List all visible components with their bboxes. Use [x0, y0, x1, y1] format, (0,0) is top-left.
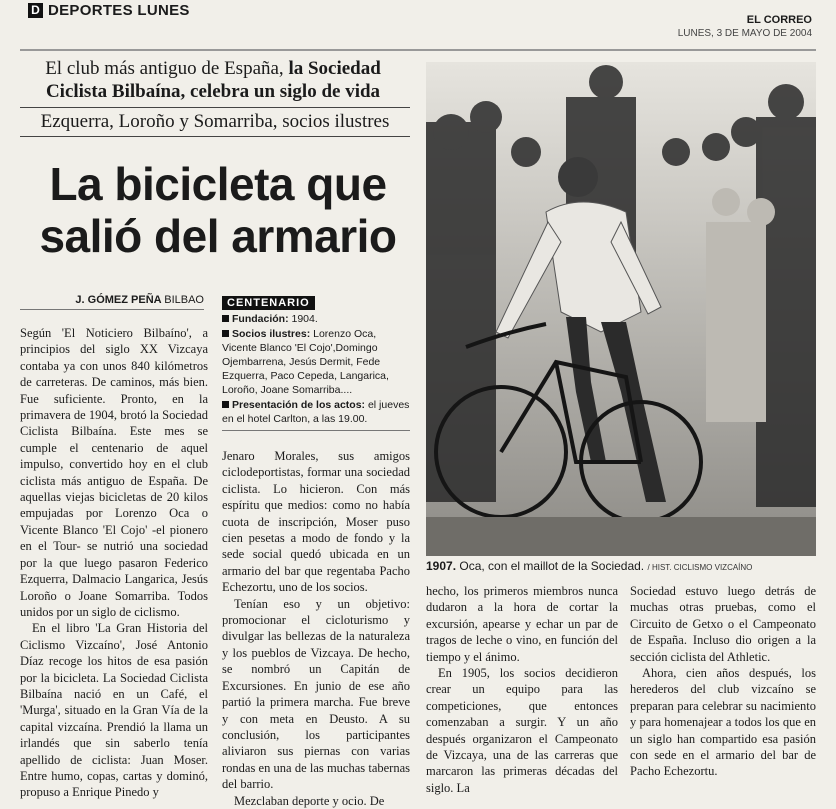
photo-caption [426, 559, 816, 573]
fact-text: Lorenzo Oca, Vicente Blanco 'El Cojo',Domingo Ojembarrena, Jesús Dermit, Fede Ezquerra, Paco Cepeda, Langarica, Loroño, Joane Somarriba.... [222, 328, 389, 396]
byline-author: J. GÓMEZ PEÑA [75, 294, 162, 306]
kicker-lead: El club más antiguo de España, [45, 58, 284, 79]
byline-city: BILBAO [164, 294, 204, 306]
kicker-bold: la Sociedad Ciclista Bilbaína, celebra un siglo de vida [45, 58, 381, 102]
fact-item [222, 327, 410, 397]
fact-box [222, 293, 410, 431]
fact-item [222, 398, 410, 426]
fact-text: 1904. [291, 313, 318, 325]
caption-text: Oca, con el maillot de la Sociedad. [459, 559, 645, 573]
headline [18, 158, 418, 262]
article-column-2 [222, 448, 410, 808]
subheadline: Ezquerra, Loroño y Somarriba, socios ilustres [40, 111, 390, 132]
bullet-square-icon [222, 401, 229, 408]
paragraph: Ahora, cien años después, los herederos del club vizcaíno se preparan para celebrar su nacimiento y para homenajear a todos los que en un siglo han compartido esa pasión con sede en el armario del bar de Pacho Echezortu. [630, 666, 816, 779]
rule [20, 107, 410, 108]
cyclist-photo-illustration [426, 62, 816, 556]
paragraph: Mezclaban deporte y ocio. De [234, 793, 385, 808]
fact-label: Fundación: [232, 313, 289, 325]
paragraph: Tenían eso y un objetivo: promocionar el cicloturismo y divulgar las bellezas de la naturaleza y los pueblos de Vizcaya. De hecho, se nombró un Capitán de Excursiones. En junio de ese año partió la primera marcha. Fue breve y con meta en Deusto. A su conclusión, los participantes aliviaron sus piernas con varias rondas en una de las muchas tabernas del barrio. [222, 596, 410, 792]
publication-date: LUNES, 3 DE MAYO DE 2004 [677, 28, 812, 39]
article-column-1 [20, 325, 208, 800]
paragraph: hecho, los primeros miembros nunca dudaron a la hora de cortar la excursión, apearse y echar un par de tragos de leche o vino, en función del tiempo y el ánimo. [426, 584, 618, 664]
photo-credit: / HIST. CICLISMO VIZCAÍNO [647, 563, 753, 572]
section-badge: D [28, 3, 43, 18]
paragraph: En 1905, los socios decidieron crear un equipo para las competiciones, que entonces comenzaban a surgir. Y un año después organizaron el Campeonato de Vizcaya, una de las carreras que marcaron las primeras décadas del siglo. La [426, 666, 618, 795]
fact-text: el jueves en el hotel Carlton, a las 19.00. [222, 399, 410, 425]
paragraph: Según 'El Noticiero Bilbaíno', a principios del siglo XX Vizcaya contaba ya con unos 840 kilómetros de carreteras. De caminos, más bien. Fue suficiente. Pronto, en la primavera de 1904, brotó la Sociedad Ciclista Bilbaína. Este mes se cumple el centenario de aquel impulso, convertido hoy en el club ciclista más antiguo de España. De aquellas viejas bicicletas de 20 kilos empujadas por Lorenzo Oca o Vicente Blanco 'El Cojo' -el pionero en el Tour- se nutrió una sociedad por la que luego pasaron Federico Ezquerra, Dalmacio Langarica, Jesús Loroño o Joane Somarriba. Todos unidos por un siglo de ciclismo. [20, 326, 208, 619]
fact-label: Presentación de los actos: [232, 399, 366, 411]
masthead: EL CORREO [746, 14, 812, 26]
article-column-4 [630, 583, 816, 779]
bullet-square-icon [222, 315, 229, 322]
bullet-square-icon [222, 330, 229, 337]
byline [20, 294, 204, 310]
section-name: DEPORTES LUNES [48, 2, 190, 19]
paragraph: Jenaro Morales, sus amigos ciclodeportistas, formar una sociedad ciclista. Lo hicieron. Con más espíritu que medios: como no había cuota de inscripción, Moser puso cien pesetas a modo de fondo y la sede social quedó ubicada en un armario del bar que regentaba Pacho Echezortu, uno de los socios. [222, 449, 410, 595]
fact-box-title: CENTENARIO [222, 296, 315, 310]
fact-label: Socios ilustres: [232, 328, 311, 340]
paragraph: En el libro 'La Gran Historia del Ciclismo Vizcaíno', José Antonio Díaz recoge los hitos de esa pasión por la bicicleta. La Sociedad Ciclista Bilbaína nació en un Café, el 'Murga', situado en la Gran Vía de la capital vizcaína. Prendió la llama un irlandés que sin saberlo tenía apellido de ciclista: Juan Moser. Entre humo, copas, cartas y dominó, propuso a Enrique Pinedo y [20, 621, 208, 800]
historical-photo [426, 62, 816, 556]
rule [20, 136, 410, 137]
kicker [20, 57, 406, 103]
fact-item [222, 312, 410, 326]
headline-line-1: La bicicleta que [49, 158, 387, 210]
paragraph: Sociedad estuvo luego detrás de muchas otras pruebas, como el Circuito de Getxo o el Campeonato de España. Incluso dio origen a la sección ciclista del Athletic. [630, 584, 816, 664]
caption-year: 1907. [426, 559, 457, 573]
article-column-3 [426, 583, 618, 795]
header-rule [20, 49, 816, 51]
headline-line-2: salió del armario [39, 210, 397, 262]
